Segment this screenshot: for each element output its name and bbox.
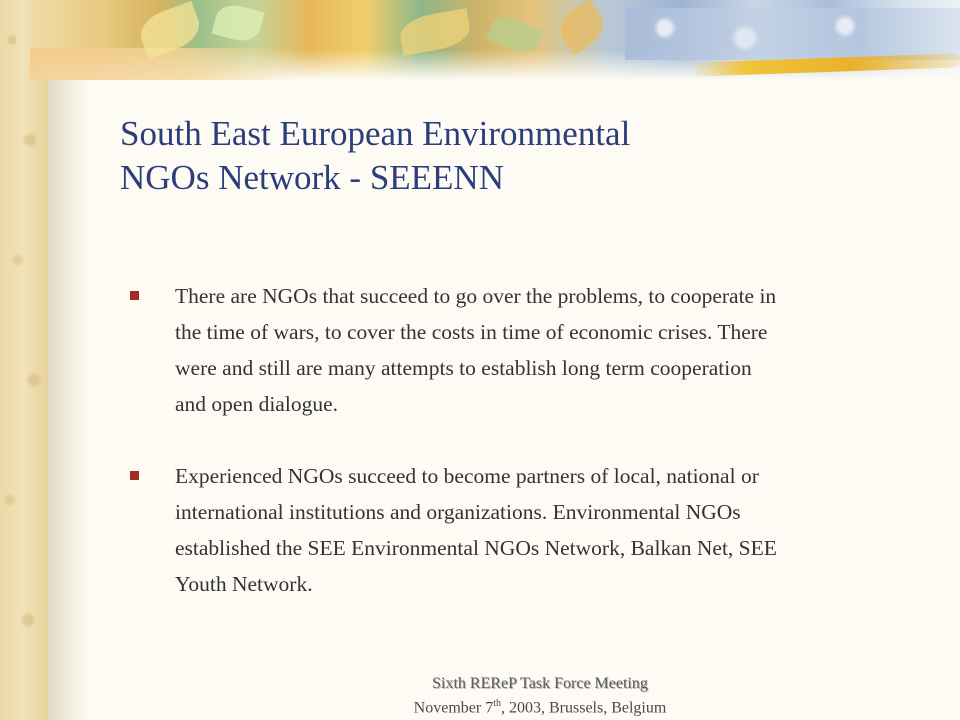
- slide-title-line-1: South East European Environmental: [120, 114, 631, 153]
- bullet-line: Youth Network.: [175, 572, 313, 596]
- slide-footer: [240, 674, 840, 718]
- bullet-item-2: [130, 458, 930, 602]
- decorative-left-shadow: [48, 0, 88, 720]
- bullet-line: There are NGOs that succeed to go over the problems, to cooperate in: [175, 284, 777, 308]
- footer-date-post: , 2003, Brussels, Belgium: [500, 699, 667, 717]
- bullet-line: and open dialogue.: [175, 392, 338, 416]
- footer-date-pre: November 7: [413, 699, 494, 717]
- bullet-line: were and still are many attempts to establish long term cooperation: [175, 356, 752, 380]
- bullet-line: international institutions and organizations. Environmental NGOs: [175, 500, 741, 524]
- bullet-text: [175, 458, 935, 602]
- bullet-line: Experienced NGOs succeed to become partners of local, national or: [175, 464, 759, 488]
- square-bullet-icon: [130, 471, 139, 480]
- decorative-blue-block: [625, 8, 960, 60]
- footer-date-sup: th: [493, 698, 501, 709]
- decorative-left-strip: [0, 0, 48, 720]
- bullet-list: [130, 278, 930, 638]
- footer-date-location: [240, 694, 840, 718]
- slide-title: [120, 112, 920, 200]
- slide-title-line-2: NGOs Network - SEEENN: [120, 158, 504, 197]
- bullet-item-1: [130, 278, 930, 422]
- bullet-line: the time of wars, to cover the costs in time of economic crises. There: [175, 320, 768, 344]
- bullet-text: [175, 278, 935, 422]
- footer-event-name: Sixth REReP Task Force Meeting: [432, 675, 648, 692]
- square-bullet-icon: [130, 291, 139, 300]
- bullet-line: established the SEE Environmental NGOs Network, Balkan Net, SEE: [175, 536, 777, 560]
